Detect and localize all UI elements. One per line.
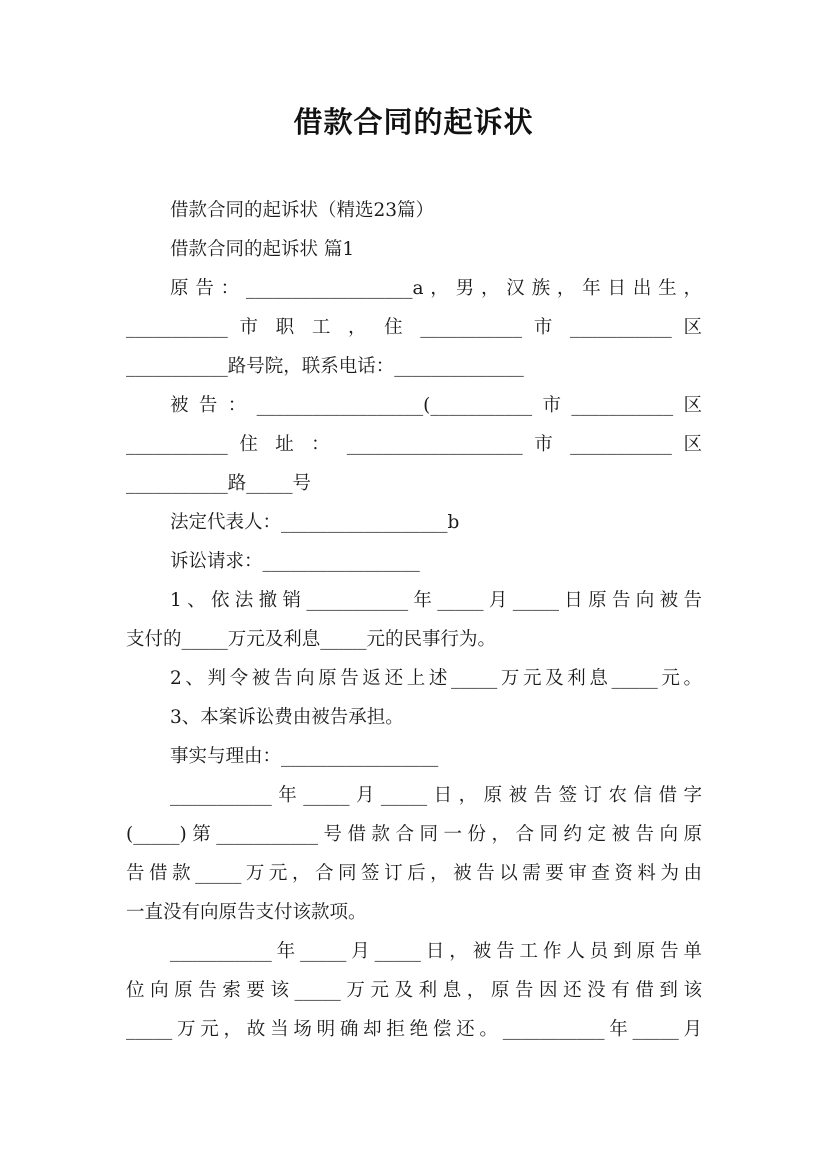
text-line: 告借款_____万元，合同签订后，被告以需要审查资料为由 bbox=[126, 863, 702, 884]
text-line: 3、本案诉讼费由被告承担。 bbox=[170, 707, 404, 728]
text-line: _____万元，故当场明确却拒绝偿还。___________年_____月 bbox=[126, 1019, 702, 1040]
text-line: 支付的_____万元及利息_____元的民事行为。 bbox=[126, 629, 497, 650]
text-line: ___________ 市 职 工 ， 住 ___________ 市 ___________ 区 bbox=[126, 317, 702, 338]
text-line: 1、依法撤销___________年_____月_____日原告向被告 bbox=[170, 590, 702, 611]
text-line: 诉讼请求：_________________ bbox=[170, 551, 420, 572]
text-line: (_____)第___________号借款合同一份，合同约定被告向原 bbox=[126, 824, 702, 845]
text-line: ___________年_____月_____日，原被告签订农信借字 bbox=[170, 785, 702, 806]
text-line: 一直没有向原告支付该款项。 bbox=[126, 902, 367, 923]
text-line: ___________年_____月_____日，被告工作人员到原告单 bbox=[170, 941, 702, 962]
text-line: 借款合同的起诉状 篇1 bbox=[170, 239, 355, 260]
document-title: 借款合同的起诉状 bbox=[293, 105, 534, 139]
text-line: 被告：__________________(___________市___________区 bbox=[170, 395, 702, 416]
text-line: ___________路_____号 bbox=[126, 473, 312, 494]
text-line: ___________ 住 址 ： ___________________ 市 ___________ 区 bbox=[126, 434, 702, 455]
text-line: 法定代表人：__________________b bbox=[170, 512, 460, 533]
text-line: 借款合同的起诉状（精选23篇） bbox=[170, 200, 435, 221]
text-line: 位向原告索要该_____万元及利息，原告因还没有借到该 bbox=[126, 980, 702, 1001]
text-line: 原告：__________________a，男，汉族，年日出生， bbox=[170, 278, 702, 299]
text-line: ___________路号院，联系电话：______________ bbox=[126, 356, 524, 377]
text-line: 事实与理由：_________________ bbox=[170, 746, 439, 767]
text-line: 2、判令被告向原告返还上述_____万元及利息_____元。 bbox=[170, 668, 702, 689]
